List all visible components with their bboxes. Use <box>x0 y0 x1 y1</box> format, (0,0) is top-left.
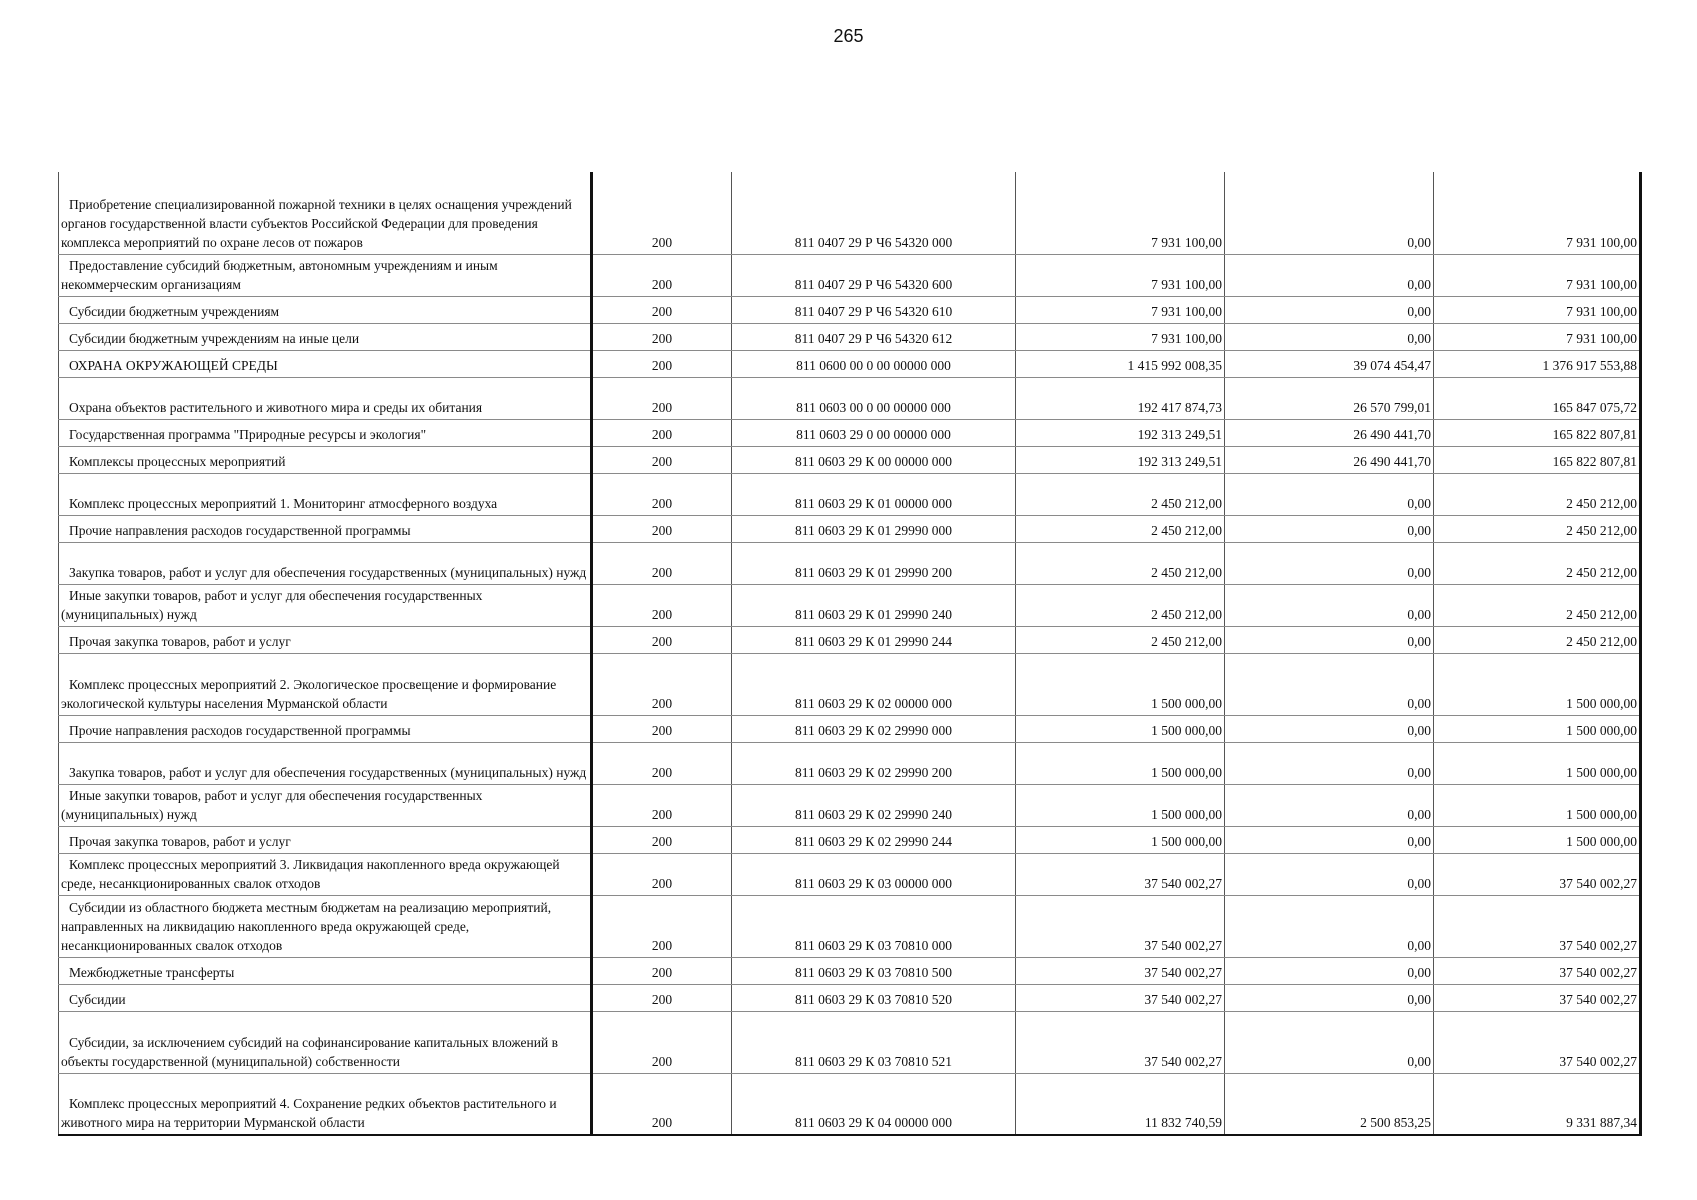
row-sum-1: 2 450 212,00 <box>1016 515 1225 542</box>
budget-table-body <box>59 172 1641 1135</box>
table-row <box>59 296 1641 323</box>
table-row <box>59 895 1641 957</box>
row-sum-2: 0,00 <box>1225 895 1434 957</box>
table-row <box>59 473 1641 515</box>
table-row <box>59 1073 1641 1135</box>
row-name: Субсидии, за исключением субсидий на софинансирование капитальных вложений в объекты государственной (муниципальной) собственности <box>59 1011 592 1073</box>
row-sum-1: 1 500 000,00 <box>1016 742 1225 784</box>
row-name: Субсидии из областного бюджета местным бюджетам на реализацию мероприятий, направленных на ликвидацию накопленного вреда окружающей среде, несанкционированных свалок отходов <box>59 895 592 957</box>
row-name: Прочая закупка товаров, работ и услуг <box>59 826 592 853</box>
row-name: Прочие направления расходов государственной программы <box>59 515 592 542</box>
row-sum-1: 37 540 002,27 <box>1016 957 1225 984</box>
row-sum-1: 37 540 002,27 <box>1016 895 1225 957</box>
row-sum-1: 7 931 100,00 <box>1016 172 1225 254</box>
row-sum-2: 0,00 <box>1225 984 1434 1011</box>
row-name: Прочие направления расходов государственной программы <box>59 715 592 742</box>
row-name: Комплекс процессных мероприятий 3. Ликвидация накопленного вреда окружающей среде, несанкционированных свалок отходов <box>59 853 592 895</box>
row-sum-3: 2 450 212,00 <box>1434 515 1641 542</box>
row-sum-3: 7 931 100,00 <box>1434 172 1641 254</box>
row-code: 200 <box>592 626 732 653</box>
row-code: 200 <box>592 895 732 957</box>
row-sum-1: 7 931 100,00 <box>1016 254 1225 296</box>
row-code: 200 <box>592 350 732 377</box>
row-sum-3: 7 931 100,00 <box>1434 254 1641 296</box>
row-sum-1: 192 313 249,51 <box>1016 419 1225 446</box>
row-sum-2: 0,00 <box>1225 826 1434 853</box>
row-name: Субсидии бюджетным учреждениям <box>59 296 592 323</box>
row-code: 200 <box>592 853 732 895</box>
row-sum-1: 7 931 100,00 <box>1016 296 1225 323</box>
table-row <box>59 350 1641 377</box>
row-name: Иные закупки товаров, работ и услуг для обеспечения государственных (муниципальных) нужд <box>59 584 592 626</box>
row-sum-1: 37 540 002,27 <box>1016 853 1225 895</box>
row-code: 200 <box>592 784 732 826</box>
table-row <box>59 742 1641 784</box>
row-sum-2: 0,00 <box>1225 296 1434 323</box>
row-code: 200 <box>592 419 732 446</box>
row-sum-1: 2 450 212,00 <box>1016 542 1225 584</box>
row-name: Субсидии бюджетным учреждениям на иные цели <box>59 323 592 350</box>
row-name: Закупка товаров, работ и услуг для обеспечения государственных (муниципальных) нужд <box>59 742 592 784</box>
row-csr: 811 0603 29 К 02 29990 200 <box>732 742 1016 784</box>
row-sum-2: 0,00 <box>1225 957 1434 984</box>
row-csr: 811 0603 29 К 03 70810 000 <box>732 895 1016 957</box>
row-sum-3: 2 450 212,00 <box>1434 473 1641 515</box>
row-csr: 811 0603 29 К 01 00000 000 <box>732 473 1016 515</box>
row-csr: 811 0600 00 0 00 00000 000 <box>732 350 1016 377</box>
row-code: 200 <box>592 1011 732 1073</box>
table-row <box>59 323 1641 350</box>
table-row <box>59 984 1641 1011</box>
row-sum-2: 0,00 <box>1225 515 1434 542</box>
row-sum-3: 1 500 000,00 <box>1434 715 1641 742</box>
row-sum-2: 0,00 <box>1225 853 1434 895</box>
row-name: Закупка товаров, работ и услуг для обеспечения государственных (муниципальных) нужд <box>59 542 592 584</box>
row-csr: 811 0603 29 К 03 70810 500 <box>732 957 1016 984</box>
table-row <box>59 784 1641 826</box>
row-sum-2: 0,00 <box>1225 473 1434 515</box>
table-row <box>59 653 1641 715</box>
row-name: Субсидии <box>59 984 592 1011</box>
row-name: ОХРАНА ОКРУЖАЮЩЕЙ СРЕДЫ <box>59 350 592 377</box>
row-csr: 811 0603 29 К 02 29990 000 <box>732 715 1016 742</box>
table-row <box>59 853 1641 895</box>
table-row <box>59 826 1641 853</box>
row-sum-3: 2 450 212,00 <box>1434 584 1641 626</box>
row-code: 200 <box>592 172 732 254</box>
row-sum-2: 0,00 <box>1225 254 1434 296</box>
budget-table <box>58 172 1642 1136</box>
row-code: 200 <box>592 653 732 715</box>
row-csr: 811 0603 29 К 02 29990 240 <box>732 784 1016 826</box>
row-sum-2: 0,00 <box>1225 542 1434 584</box>
row-name: Межбюджетные трансферты <box>59 957 592 984</box>
table-row <box>59 419 1641 446</box>
row-sum-3: 37 540 002,27 <box>1434 984 1641 1011</box>
row-csr: 811 0603 29 К 01 29990 244 <box>732 626 1016 653</box>
row-csr: 811 0407 29 Р Ч6 54320 610 <box>732 296 1016 323</box>
row-sum-1: 192 313 249,51 <box>1016 446 1225 473</box>
row-sum-1: 11 832 740,59 <box>1016 1073 1225 1135</box>
row-sum-2: 26 490 441,70 <box>1225 419 1434 446</box>
table-row <box>59 377 1641 419</box>
row-csr: 811 0603 29 К 04 00000 000 <box>732 1073 1016 1135</box>
row-csr: 811 0603 00 0 00 00000 000 <box>732 377 1016 419</box>
row-csr: 811 0407 29 Р Ч6 54320 000 <box>732 172 1016 254</box>
row-sum-2: 0,00 <box>1225 323 1434 350</box>
page-number: 265 <box>833 26 864 46</box>
row-sum-2: 26 570 799,01 <box>1225 377 1434 419</box>
row-sum-1: 192 417 874,73 <box>1016 377 1225 419</box>
row-sum-1: 7 931 100,00 <box>1016 323 1225 350</box>
table-row <box>59 584 1641 626</box>
row-sum-3: 9 331 887,34 <box>1434 1073 1641 1135</box>
row-code: 200 <box>592 984 732 1011</box>
table-row <box>59 172 1641 254</box>
row-sum-3: 2 450 212,00 <box>1434 542 1641 584</box>
row-code: 200 <box>592 542 732 584</box>
row-code: 200 <box>592 1073 732 1135</box>
row-sum-1: 2 450 212,00 <box>1016 626 1225 653</box>
row-sum-3: 37 540 002,27 <box>1434 957 1641 984</box>
row-csr: 811 0603 29 К 01 29990 200 <box>732 542 1016 584</box>
row-sum-2: 39 074 454,47 <box>1225 350 1434 377</box>
row-name: Предоставление субсидий бюджетным, автономным учреждениям и иным некоммерческим организациям <box>59 254 592 296</box>
row-csr: 811 0603 29 К 03 00000 000 <box>732 853 1016 895</box>
row-csr: 811 0603 29 0 00 00000 000 <box>732 419 1016 446</box>
row-csr: 811 0603 29 К 01 29990 240 <box>732 584 1016 626</box>
row-sum-2: 0,00 <box>1225 715 1434 742</box>
row-sum-1: 1 500 000,00 <box>1016 715 1225 742</box>
row-csr: 811 0407 29 Р Ч6 54320 600 <box>732 254 1016 296</box>
table-row <box>59 515 1641 542</box>
row-code: 200 <box>592 515 732 542</box>
row-sum-1: 1 500 000,00 <box>1016 784 1225 826</box>
row-code: 200 <box>592 826 732 853</box>
row-code: 200 <box>592 715 732 742</box>
row-name: Комплексы процессных мероприятий <box>59 446 592 473</box>
row-sum-3: 37 540 002,27 <box>1434 895 1641 957</box>
row-sum-3: 1 500 000,00 <box>1434 742 1641 784</box>
row-code: 200 <box>592 377 732 419</box>
row-csr: 811 0603 29 К 03 70810 521 <box>732 1011 1016 1073</box>
row-name: Иные закупки товаров, работ и услуг для обеспечения государственных (муниципальных) нужд <box>59 784 592 826</box>
table-row <box>59 715 1641 742</box>
row-name: Комплекс процессных мероприятий 4. Сохранение редких объектов растительного и животного мира на территории Мурманской области <box>59 1073 592 1135</box>
row-csr: 811 0603 29 К 01 29990 000 <box>732 515 1016 542</box>
table-row <box>59 254 1641 296</box>
table-row <box>59 446 1641 473</box>
row-name: Прочая закупка товаров, работ и услуг <box>59 626 592 653</box>
row-sum-3: 2 450 212,00 <box>1434 626 1641 653</box>
row-sum-1: 37 540 002,27 <box>1016 1011 1225 1073</box>
row-csr: 811 0603 29 К 03 70810 520 <box>732 984 1016 1011</box>
row-sum-1: 2 450 212,00 <box>1016 584 1225 626</box>
table-row <box>59 626 1641 653</box>
row-sum-2: 0,00 <box>1225 653 1434 715</box>
row-sum-3: 7 931 100,00 <box>1434 296 1641 323</box>
row-csr: 811 0603 29 К 00 00000 000 <box>732 446 1016 473</box>
row-code: 200 <box>592 473 732 515</box>
row-csr: 811 0603 29 К 02 29990 244 <box>732 826 1016 853</box>
row-name: Приобретение специализированной пожарной техники в целях оснащения учреждений органов государственной власти субъектов Российской Федерации для проведения комплекса мероприятий по охране лесов от пожаров <box>59 172 592 254</box>
row-sum-2: 2 500 853,25 <box>1225 1073 1434 1135</box>
row-csr: 811 0603 29 К 02 00000 000 <box>732 653 1016 715</box>
table-row <box>59 542 1641 584</box>
row-sum-2: 26 490 441,70 <box>1225 446 1434 473</box>
row-code: 200 <box>592 446 732 473</box>
row-sum-2: 0,00 <box>1225 784 1434 826</box>
row-sum-3: 37 540 002,27 <box>1434 853 1641 895</box>
row-sum-2: 0,00 <box>1225 626 1434 653</box>
row-sum-2: 0,00 <box>1225 172 1434 254</box>
table-row <box>59 1011 1641 1073</box>
row-sum-1: 1 415 992 008,35 <box>1016 350 1225 377</box>
row-sum-3: 1 500 000,00 <box>1434 653 1641 715</box>
row-sum-1: 2 450 212,00 <box>1016 473 1225 515</box>
row-code: 200 <box>592 584 732 626</box>
row-code: 200 <box>592 957 732 984</box>
row-sum-2: 0,00 <box>1225 584 1434 626</box>
row-sum-3: 165 822 807,81 <box>1434 419 1641 446</box>
row-code: 200 <box>592 742 732 784</box>
row-name: Охрана объектов растительного и животного мира и среды их обитания <box>59 377 592 419</box>
row-sum-3: 165 847 075,72 <box>1434 377 1641 419</box>
row-code: 200 <box>592 296 732 323</box>
row-sum-1: 37 540 002,27 <box>1016 984 1225 1011</box>
table-row <box>59 957 1641 984</box>
row-name: Государственная программа "Природные ресурсы и экология" <box>59 419 592 446</box>
row-sum-3: 1 376 917 553,88 <box>1434 350 1641 377</box>
row-code: 200 <box>592 323 732 350</box>
row-sum-2: 0,00 <box>1225 1011 1434 1073</box>
row-sum-2: 0,00 <box>1225 742 1434 784</box>
row-code: 200 <box>592 254 732 296</box>
row-sum-3: 37 540 002,27 <box>1434 1011 1641 1073</box>
row-name: Комплекс процессных мероприятий 1. Мониторинг атмосферного воздуха <box>59 473 592 515</box>
row-sum-3: 1 500 000,00 <box>1434 826 1641 853</box>
row-sum-1: 1 500 000,00 <box>1016 826 1225 853</box>
row-name: Комплекс процессных мероприятий 2. Экологическое просвещение и формирование экологической культуры населения Мурманской области <box>59 653 592 715</box>
row-csr: 811 0407 29 Р Ч6 54320 612 <box>732 323 1016 350</box>
row-sum-3: 165 822 807,81 <box>1434 446 1641 473</box>
row-sum-3: 7 931 100,00 <box>1434 323 1641 350</box>
row-sum-3: 1 500 000,00 <box>1434 784 1641 826</box>
row-sum-1: 1 500 000,00 <box>1016 653 1225 715</box>
